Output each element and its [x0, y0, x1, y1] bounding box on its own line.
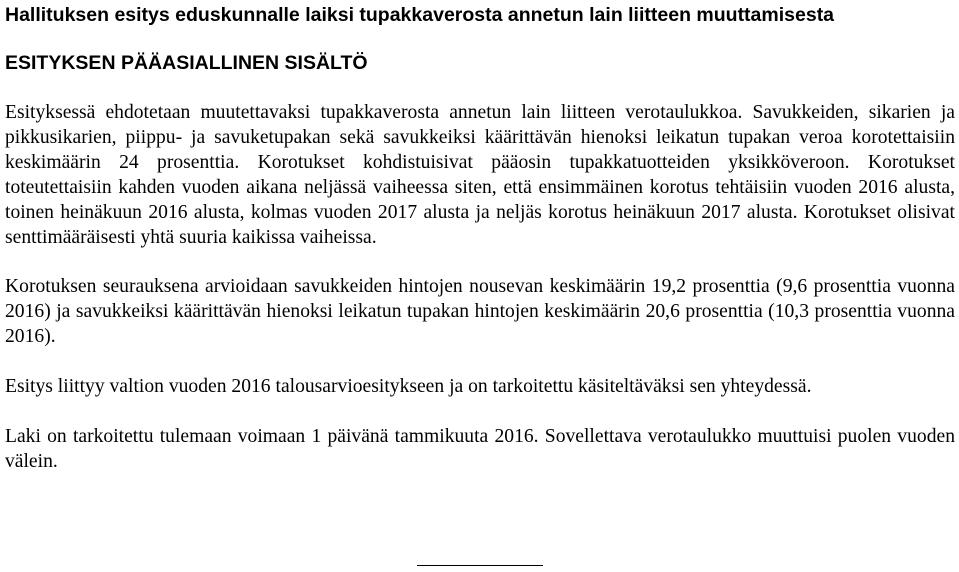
paragraph-summary: Esityksessä ehdotetaan muutettavaksi tupakkaverosta annetun lain liitteen verotaulukkoa. Savukkeiden, sikarien ja pikkusikarien, piippu- ja savuketupakan sekä savukkeiksi käärittävän hienoksi leikatun tupakan veroa korotettaisiin keskimäärin 24 prosenttia. Korotukset kohdistuisivat pääosin tupakkatuotteiden yksikköveroon. Korotukset toteutettaisiin kahden vuoden aikana neljässä vaiheessa siten, että ensimmäinen korotus tehtäisiin vuoden 2016 alusta, toinen heinäkuun 2016 alusta, kolmas vuoden 2017 alusta ja neljäs korotus heinäkuun 2017 alusta. Korotukset olisivat senttimääräisesti yhtä suuria kaikissa vaiheissa.	[5, 102, 955, 248]
document-page	[5, 0, 955, 475]
document-title: Hallituksen esitys eduskunnalle laiksi tupakkaverosta annetun lain liitteen muuttamisesta	[5, 4, 835, 26]
footer-divider	[417, 565, 543, 566]
section-heading: ESITYKSEN PÄÄASIALLINEN SISÄLTÖ	[5, 52, 368, 74]
paragraph-price-impact: Korotuksen seurauksena arvioidaan savukkeiden hintojen nousevan keskimäärin 19,2 prosenttia (9,6 prosenttia vuonna 2016) ja savukkeiksi käärittävän hienoksi leikatun tupakan hintojen keskimäärin 20,6 prosenttia (10,3 prosenttia vuonna 2016).	[5, 276, 955, 348]
paragraph-budget-link: Esitys liittyy valtion vuoden 2016 talousarvioesitykseen ja on tarkoitettu käsiteltäväksi sen yhteydessä.	[5, 376, 812, 398]
paragraph-entry-into-force: Laki on tarkoitettu tulemaan voimaan 1 päivänä tammikuuta 2016. Sovellettava verotaulukko muuttuisi puolen vuoden välein.	[5, 426, 955, 472]
